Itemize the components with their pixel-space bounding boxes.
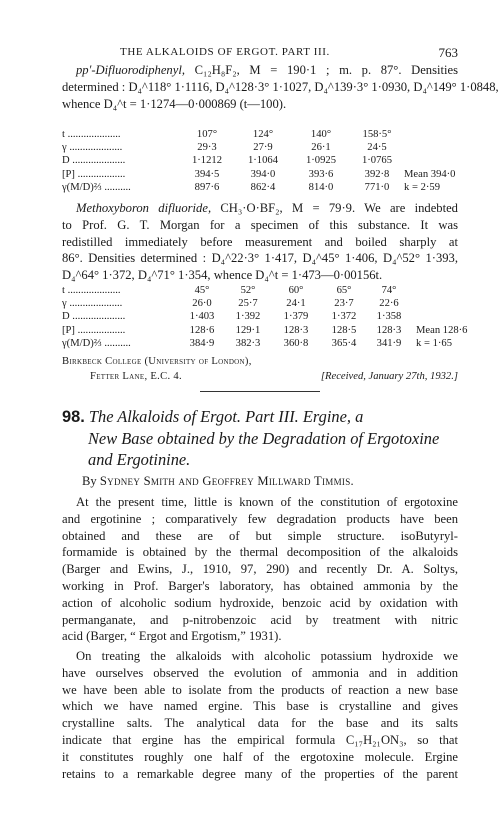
byline: By Sydney Smith and Geoffrey Millward Timmis. [82, 474, 354, 488]
methoxyboron-table [62, 284, 478, 350]
affiliation-line: Birkbeck College (University of London), [62, 356, 252, 367]
table-row: t .................... 107° 124° 140° 158·5° [62, 129, 392, 140]
text-line: to Prof. G. T. Morgan for a specimen of this substance. It was [62, 217, 458, 232]
author-names: Sydney Smith and Geoffrey Millward Timmis. [99, 474, 354, 488]
text-line: determined : D₄^118° 1·1116, D₄^128·3° 1·1027, D₄^139·3° 1·0930, D₄^149° 1·0848, [62, 79, 499, 94]
difluorodiphenyl-table [62, 128, 464, 194]
text-line: pp′-Difluorodiphenyl, C₁₂H₈F₂, M = 190·1 ; m. p. 87°. Densities [76, 63, 458, 77]
table-row: γ(M/D)⅔ .......... 897·6 862·4 814·0 771·0 k = 2·59 [62, 181, 440, 193]
difluorodiphenyl-paragraph [62, 62, 499, 112]
article-number: 98. [62, 408, 85, 426]
running-header [120, 46, 458, 58]
table-row: t .................... 45° 52° 60° 65° 74° [62, 285, 397, 296]
methoxyboron-paragraph [62, 200, 458, 284]
section-divider [200, 391, 320, 392]
article-title: 98. The Alkaloids of Ergot. Part III. Ergine, a New Base obtained by the Degradation of Ergotoxine and Ergotinine. [62, 407, 440, 469]
table-row: [P] .................. 128·6 129·1 128·3 128·5 128·3 Mean 128·6 [62, 324, 468, 336]
text-line: Methoxyboron difluoride, CH₃·O·BF₂, M = 79·9. We are indebted [76, 201, 458, 215]
affiliation-block [62, 354, 458, 384]
table-row: γ .................... 29·3 27·9 26·1 24·5 [62, 142, 387, 154]
page-number: 763 [438, 45, 458, 60]
text-line: whence D₄^t = 1·1274—0·000869 (t—100). [62, 96, 287, 111]
received-date: [Received, January 27th, 1932.] [320, 371, 458, 382]
running-title: THE ALKALOIDS OF ERGOT. PART III. [120, 46, 330, 58]
table-row: D .................... 1·1212 1·1064 1·0925 1·0765 [62, 155, 392, 167]
affiliation-address: Fetter Lane, E.C. 4. [90, 371, 182, 382]
compound-name: pp′-Difluorodiphenyl, [76, 63, 185, 77]
body-paragraph-1: At the present time, little is known of the constitution of ergotoxine and ergotinine ; comparatively few degradation products have been obtained and these are of but simple structure. isoButyryl- formamide is obtained by the thermal decomposition of the alkaloids (Barger and Ewins, J., 1910, 97, 290) and recently Dr. A. Soltys, working in Prof. Barger's laboratory, has obtained ammonia by the action of alcoholic sodium hydroxide, benzoic acid by oxidation with permanganate, and p-nitrobenzoic acid by treatment with nitric acid (Barger, “ Ergot and Ergotism,” 1931). [62, 495, 458, 644]
table-row: [P] .................. 394·5 394·0 393·6 392·8 Mean 394·0 [62, 168, 456, 180]
text-line: redistilled immediately before measurement and boiled sharply at [62, 234, 458, 249]
compound-name: Methoxyboron difluoride, [76, 201, 212, 215]
body-paragraph-2: On treating the alkaloids with alcoholic potassium hydroxide we have ourselves observed the evolution of ammonia and in addition we have been able to isolate from the products of reaction a new base which we have named ergine. This base is crystalline and gives crystalline salts. The analytical data for the base and its salts indicate that ergine has the empirical formula C₁₇H₂₁ON₃, so that it constitutes roughly one half of the ergotoxine molecule. Ergine retains to a remarkable degree many of the properties of the parent [62, 649, 458, 781]
text-line: D₄^64° 1·372, D₄^71° 1·354, whence D₄^t = 1·473—0·00156t. [62, 268, 383, 283]
table-row: γ .................... 26·0 25·7 24·1 23·7 22·6 [62, 298, 399, 310]
table-row: γ(M/D)⅔ .......... 384·9 382·3 360·8 365·4 341·9 k = 1·65 [62, 337, 452, 349]
text-line: 86°. Densities determined : D₄^22·3° 1·417, D₄^45° 1·406, D₄^52° 1·393, [62, 251, 458, 266]
table-row: D .................... 1·403 1·392 1·379 1·372 1·358 [62, 311, 402, 323]
